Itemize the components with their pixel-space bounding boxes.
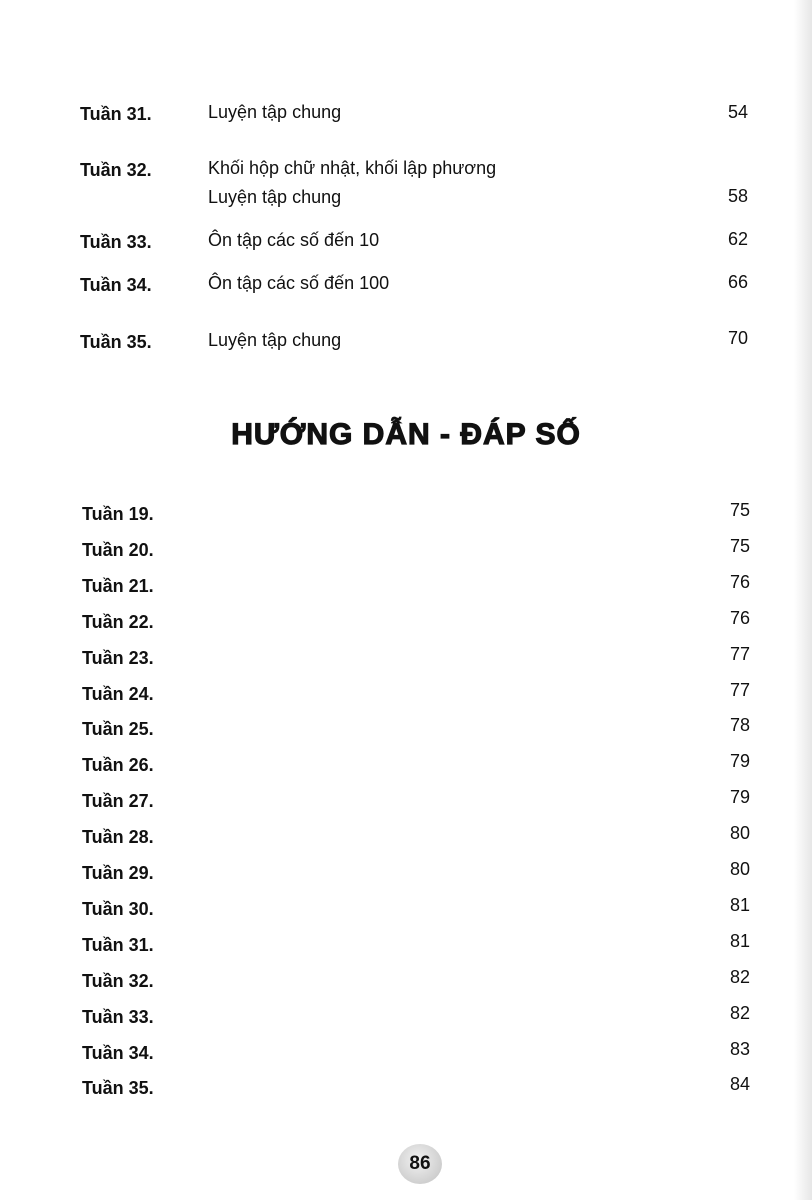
answer-week: Tuần 21. [82, 575, 154, 596]
toc-page-number: 70 [727, 328, 748, 348]
answer-page-number: 80 [729, 823, 750, 844]
answer-week: Tuần 28. [82, 827, 154, 848]
toc-title-line: Khối hộp chữ nhật, khối lập phương [208, 158, 497, 178]
answer-page-number: 82 [729, 1002, 750, 1023]
answer-week: Tuần 27. [82, 791, 154, 812]
answer-week: Tuần 34. [82, 1042, 154, 1063]
answer-page-number: 80 [729, 859, 750, 879]
answer-page-number: 78 [729, 715, 750, 736]
toc-week: Tuần 34. [80, 275, 152, 295]
toc-week: Tuần 32. [80, 160, 152, 180]
toc-title-line: Luyện tập chung [208, 187, 342, 207]
toc-week: Tuần 35. [80, 332, 152, 352]
toc-title-line: Ôn tập các số đến 100 [208, 273, 390, 293]
toc-page-number: 58 [727, 186, 748, 206]
answer-week: Tuần 29. [82, 863, 154, 883]
answer-page-number: 81 [729, 894, 750, 915]
answer-page-number: 76 [729, 607, 750, 628]
toc-title [208, 269, 389, 298]
toc-title-line: Luyện tập chung [208, 330, 342, 350]
answer-page-number: 75 [729, 500, 750, 520]
toc-title-line: Luyện tập chung [208, 102, 342, 122]
answer-page-number: 77 [729, 643, 750, 664]
toc-title [208, 226, 379, 255]
page-number: 86 [409, 1153, 431, 1174]
answer-week: Tuần 33. [82, 1006, 154, 1027]
page-number-badge [398, 1144, 442, 1184]
answer-week: Tuần 19. [82, 504, 154, 524]
answer-page-number: 79 [729, 787, 750, 808]
answer-week: Tuần 23. [82, 647, 154, 668]
toc-week: Tuần 31. [80, 104, 152, 124]
answer-week: Tuần 30. [82, 898, 154, 919]
section-title: HƯỚNG DẪN - ĐÁP SỐ [231, 418, 581, 451]
answer-page-number: 79 [729, 751, 750, 772]
toc-title [208, 154, 496, 212]
answer-page-number: 75 [729, 535, 750, 556]
answer-page-number: 82 [729, 966, 750, 987]
toc-title [208, 326, 341, 355]
answer-page-number: 84 [729, 1074, 750, 1095]
answer-page-number: 77 [729, 679, 750, 700]
toc-title-line: Ôn tập các số đến 10 [208, 230, 380, 250]
answer-week: Tuần 26. [82, 755, 154, 776]
toc-page-number: 54 [727, 102, 748, 122]
page-edge-shadow [794, 0, 812, 1200]
answer-week: Tuần 31. [82, 934, 154, 955]
answer-week: Tuần 32. [82, 970, 154, 991]
answer-page-number: 76 [729, 571, 750, 592]
answer-page-number: 83 [729, 1038, 750, 1059]
answer-week: Tuần 22. [82, 611, 154, 632]
answer-week: Tuần 20. [82, 539, 154, 560]
toc-page-number: 62 [727, 229, 748, 249]
toc-page-number: 66 [727, 272, 748, 292]
toc-title [208, 98, 341, 127]
answer-week: Tuần 25. [82, 719, 154, 740]
answer-week: Tuần 24. [82, 683, 154, 704]
answer-week: Tuần 35. [82, 1078, 154, 1099]
answer-page-number: 81 [729, 930, 750, 951]
toc-week: Tuần 33. [80, 232, 152, 252]
